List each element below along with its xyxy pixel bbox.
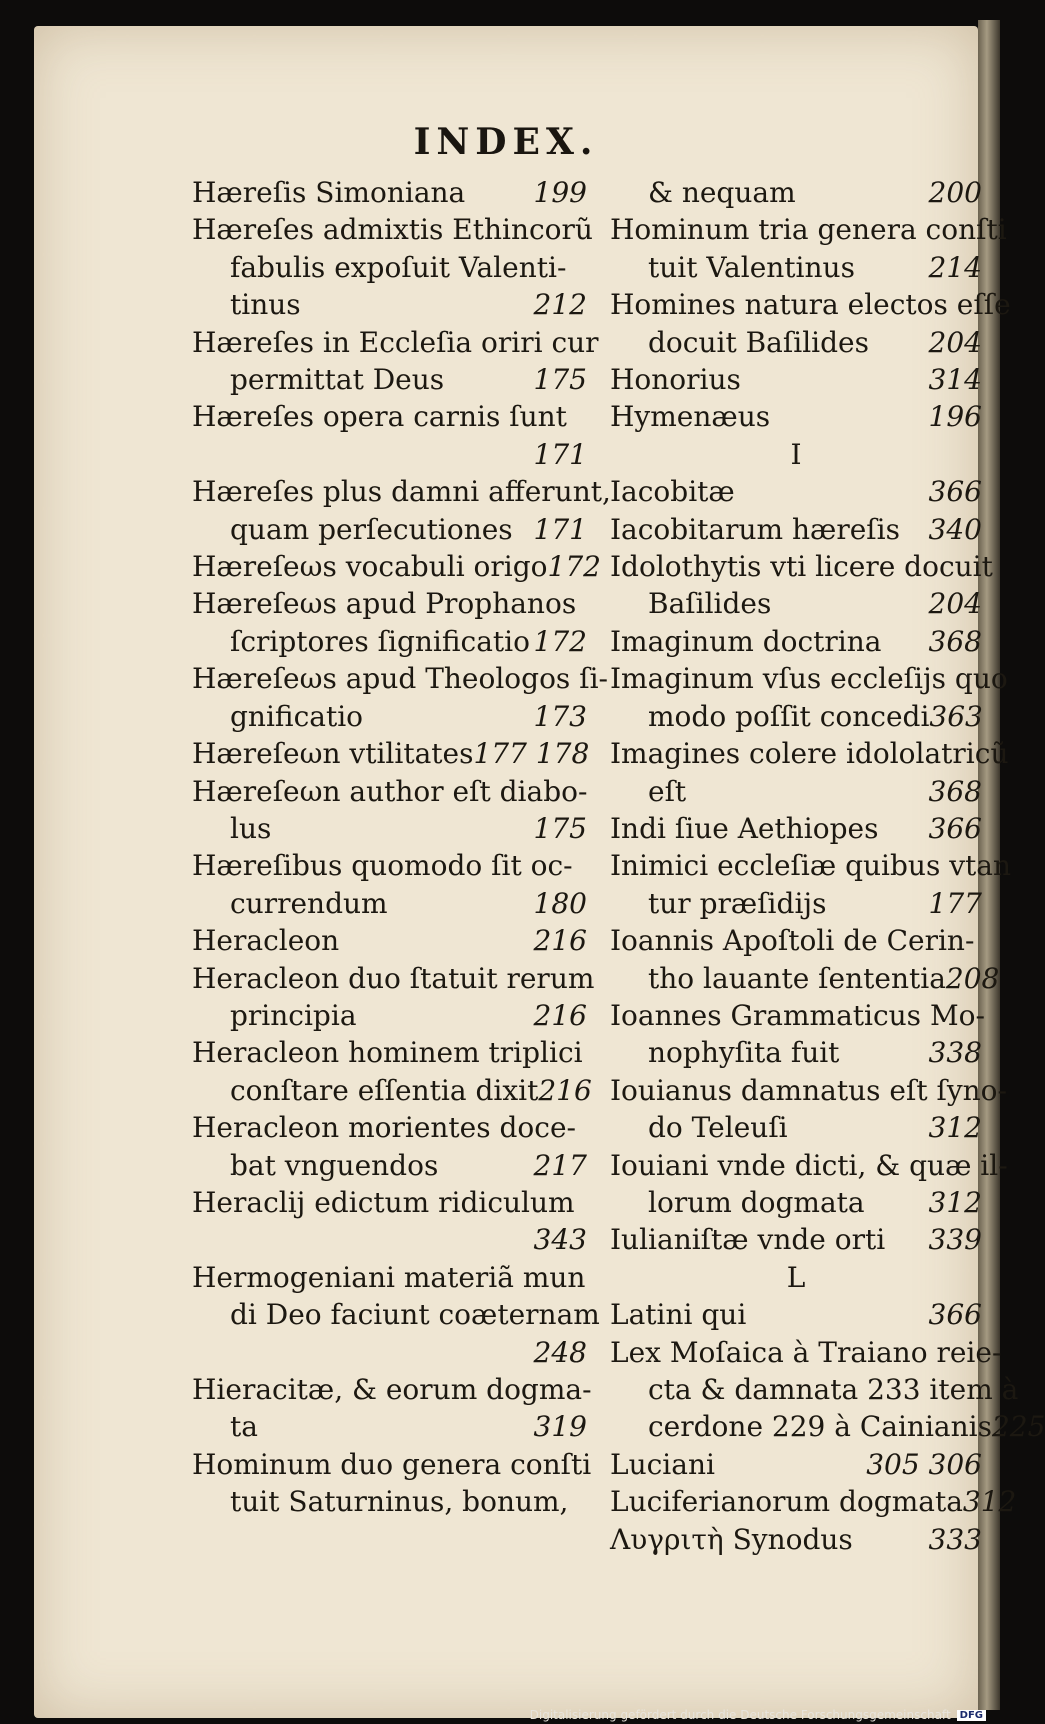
entry-text: principia <box>230 998 357 1032</box>
entry-page-number: 333 <box>928 1522 982 1556</box>
entry-text: Ioannis Apoſtoli de Cerin- <box>610 924 975 958</box>
index-entry <box>610 1483 1017 1520</box>
entry-page-number: 175 <box>533 811 587 845</box>
entry-text: Hermogeniani materiã mun <box>192 1260 586 1294</box>
entry-text: Inimici eccleſiæ quibus vtan <box>610 849 1012 883</box>
index-entry <box>610 810 982 847</box>
entry-page-number: 312 <box>928 1185 982 1219</box>
entry-page-number: 177 <box>928 886 982 920</box>
entry-text: tuit Valentinus <box>648 250 855 284</box>
entry-page-number: 340 <box>928 512 982 546</box>
index-entry <box>610 211 1007 248</box>
entry-text: Hæreſes opera carnis ſunt <box>192 400 567 434</box>
index-entry <box>192 1446 592 1483</box>
entry-text: do Teleuſi <box>648 1111 788 1145</box>
entry-page-number: 216 <box>533 998 587 1032</box>
entry-text: Hæreſeωn author eſt diabo- <box>192 774 588 808</box>
index-entry <box>610 1109 982 1146</box>
entry-text: tuit Saturninus, bonum, <box>230 1485 569 1519</box>
entry-text: di Deo faciunt coæternam <box>230 1298 600 1332</box>
index-entry <box>192 286 587 323</box>
dfg-logo: DFG <box>957 1710 986 1721</box>
index-column-right <box>610 174 1045 1558</box>
entry-page-number: 172 <box>533 624 587 658</box>
index-entry <box>610 735 1009 772</box>
entry-text: permittat Deus <box>230 363 445 397</box>
entry-page-number: 204 <box>928 587 982 621</box>
index-entry <box>610 1296 982 1333</box>
entry-text: ſcriptores ſignificatio <box>230 624 530 658</box>
index-entry <box>610 1221 982 1258</box>
index-entry <box>192 436 587 473</box>
index-entry <box>192 1259 587 1296</box>
index-entry <box>610 398 982 435</box>
entry-text: Heraclij edictum ridiculum <box>192 1185 575 1219</box>
index-entry <box>610 847 1012 884</box>
index-entry <box>192 585 587 622</box>
index-entry <box>610 1072 1008 1109</box>
entry-page-number: 214 <box>928 250 982 284</box>
entry-page-number: 312 <box>928 1111 982 1145</box>
index-entry <box>192 324 599 361</box>
entry-page-number: 199 <box>533 176 587 209</box>
index-entry <box>610 548 993 585</box>
digitization-footer <box>530 1708 986 1722</box>
index-entry <box>610 286 1011 323</box>
index-entry <box>192 1109 587 1146</box>
entry-text: Hominum duo genera conſti <box>192 1447 592 1481</box>
entry-text: Λυγριτὴ Synodus <box>610 1522 853 1556</box>
index-entry <box>192 997 587 1034</box>
entry-text: Luciani <box>610 1447 715 1481</box>
entry-text: Ioannes Grammaticus Mo- <box>610 998 985 1032</box>
entry-text: bat vnguendos <box>230 1148 439 1182</box>
entry-page-number: 208 <box>945 961 1000 995</box>
entry-text: Luciferianorum dogmata <box>610 1485 963 1519</box>
entry-text: Heracleon hominem triplici <box>192 1036 583 1070</box>
entry-text: Hæreſis Simoniana <box>192 176 466 209</box>
index-entry <box>610 1147 1008 1184</box>
index-entry <box>610 997 985 1034</box>
index-entry <box>610 773 982 810</box>
entry-page-number: 366 <box>928 475 982 509</box>
index-entry <box>192 249 587 286</box>
book-page <box>34 26 1045 1718</box>
entry-text: fabulis expoſuit Valenti- <box>230 250 567 284</box>
index-entry <box>610 698 982 735</box>
entry-text: Hæreſeωn vtilitates <box>192 737 474 771</box>
entry-page-number: 305 306 <box>866 1447 982 1481</box>
index-entry <box>610 511 982 548</box>
entry-text: cerdone 229 à Cainianis <box>648 1410 992 1444</box>
entry-text: Iouiani vnde dicti, & quæ il- <box>610 1148 1008 1182</box>
index-entry <box>192 548 601 585</box>
entry-text: Heracleon duo ſtatuit rerum <box>192 961 595 995</box>
index-entry <box>192 1408 587 1445</box>
entry-text: Iacobitæ <box>610 475 735 509</box>
entry-text: Hæreſes admixtis Ethincorũ <box>192 213 593 247</box>
entry-text: conſtare eſſentia dixit <box>230 1073 539 1107</box>
index-entry <box>610 1408 1045 1445</box>
entry-text: Heracleon morientes doce- <box>192 1111 577 1145</box>
entry-text: Iacobitarum hæreſis <box>610 512 900 546</box>
index-entry <box>610 436 982 473</box>
entry-text: currendum <box>230 886 388 920</box>
index-entry <box>192 1034 587 1071</box>
index-entry <box>610 1371 1019 1408</box>
entry-page-number: 172 <box>547 550 601 584</box>
entry-page-number: 204 <box>928 325 982 359</box>
index-entry <box>610 174 982 211</box>
index-entry <box>192 847 587 884</box>
entry-text: Baſilides <box>648 587 772 621</box>
index-entry <box>192 511 587 548</box>
index-entry <box>610 660 1008 697</box>
entry-text: Iouianus damnatus eſt ſyno- <box>610 1073 1008 1107</box>
index-entry <box>610 885 982 922</box>
index-entry <box>192 735 590 772</box>
index-entry <box>192 174 587 211</box>
index-entry <box>610 324 982 361</box>
entry-text: cta & damnata 233 item à <box>648 1373 1019 1406</box>
entry-text: L <box>786 1260 806 1294</box>
entry-text: Heracleon <box>192 924 340 958</box>
entry-text: Imaginum doctrina <box>610 624 882 658</box>
entry-text: Imagines colere idololatricũ <box>610 737 1009 771</box>
index-entry <box>192 1296 600 1333</box>
entry-text: Hæreſibus quomodo ſit oc- <box>192 849 573 883</box>
entry-page-number: 173 <box>533 699 587 733</box>
entry-text: nophyſita fuit <box>648 1036 840 1070</box>
index-entry <box>192 660 608 697</box>
entry-page-number: 368 <box>928 774 982 808</box>
index-entry <box>610 1446 982 1483</box>
index-entry <box>610 1259 982 1296</box>
index-entry <box>192 1371 592 1408</box>
entry-page-number: 212 <box>533 288 587 322</box>
entry-text: Indi ſiue Aethiopes <box>610 811 879 845</box>
entry-page-number: 175 <box>533 363 587 397</box>
entry-text: modo poſſit concedi <box>648 699 930 733</box>
index-entry <box>192 1072 592 1109</box>
entry-page-number: 248 <box>533 1335 587 1369</box>
entry-page-number: 368 <box>928 624 982 658</box>
index-entry <box>610 585 982 622</box>
index-entry <box>192 922 587 959</box>
index-entry <box>610 960 1000 997</box>
index-entry <box>192 773 587 810</box>
entry-text: ta <box>230 1410 258 1444</box>
entry-page-number: 339 <box>928 1223 982 1257</box>
index-entry <box>192 398 587 435</box>
entry-page-number: 217 <box>533 1148 587 1182</box>
index-entry <box>610 1334 1002 1371</box>
index-entry <box>192 885 587 922</box>
index-entry <box>610 1521 982 1558</box>
entry-page-number: 200 <box>928 176 982 209</box>
entry-page-number: 366 <box>928 1298 982 1332</box>
index-entry <box>610 249 982 286</box>
index-entry <box>192 1221 587 1258</box>
entry-text: quam perſecutiones <box>230 512 513 546</box>
entry-text: tinus <box>230 288 301 322</box>
entry-text: gnificatio <box>230 699 364 733</box>
footer-text: Digitalisierung gefördert durch die Deutsche Forschungsgemeinschaft <box>529 1708 951 1722</box>
entry-page-number: 171 <box>533 512 587 546</box>
index-entry <box>192 1334 587 1371</box>
page-header: INDEX. <box>413 121 599 163</box>
entry-text: Hieracitæ, & eorum dogma- <box>192 1373 592 1406</box>
entry-text: Hominum tria genera conſti <box>610 213 1007 247</box>
index-entry <box>610 1034 982 1071</box>
entry-text: Honorius <box>610 363 741 397</box>
index-entry <box>192 361 587 398</box>
entry-text: Hæreſeωs apud Theologos ſi- <box>192 662 608 696</box>
index-entry <box>192 1147 587 1184</box>
entry-page-number: 314 <box>928 363 982 397</box>
entry-text: lus <box>230 811 272 845</box>
index-entry <box>610 1184 982 1221</box>
entry-page-number: 196 <box>928 400 982 434</box>
index-entry <box>192 623 587 660</box>
entry-text: Hæreſes in Eccleſia oriri cur <box>192 325 599 359</box>
index-entry <box>192 1184 587 1221</box>
entry-text: Iulianiſtæ vnde orti <box>610 1223 886 1257</box>
entry-text: tur præſidijs <box>648 886 827 920</box>
entry-text: Idolothytis vti licere docuit <box>610 550 993 584</box>
entry-page-number: 319 <box>533 1410 587 1444</box>
entry-text: Homines natura electos eſſe <box>610 288 1011 322</box>
entry-text: docuit Baſilides <box>648 325 869 359</box>
entry-text: Hæreſeωs vocabuli origo <box>192 550 548 584</box>
entry-text: Latini qui <box>610 1298 747 1332</box>
entry-text: tho lauante ſententia <box>648 961 946 995</box>
entry-page-number: 216 <box>538 1073 592 1107</box>
entry-text: Hæreſeωs apud Prophanos <box>192 587 577 621</box>
index-entry <box>610 623 982 660</box>
entry-page-number: 363 <box>929 699 983 733</box>
index-entry <box>192 473 611 510</box>
entry-text: I <box>790 437 802 471</box>
index-entry <box>192 211 593 248</box>
entry-page-number: 338 <box>928 1036 982 1070</box>
entry-page-number: 171 <box>533 437 587 471</box>
entry-page-number: 177 178 <box>473 737 590 771</box>
entry-page-number: 312 <box>962 1485 1017 1519</box>
entry-page-number: 216 <box>533 924 587 958</box>
entry-page-number: 225 <box>991 1410 1045 1444</box>
entry-text: Lex Moſaica à Traiano reie- <box>610 1335 1002 1369</box>
entry-text: & nequam <box>648 176 796 209</box>
entry-text: lorum dogmata <box>648 1185 865 1219</box>
entry-text: Hymenæus <box>610 400 771 434</box>
entry-page-number: 343 <box>533 1223 587 1257</box>
entry-page-number: 366 <box>928 811 982 845</box>
entry-text: Imaginum vſus eccleſijs quo <box>610 662 1008 696</box>
index-entry <box>192 960 595 997</box>
entry-text: eſt <box>648 774 687 808</box>
index-entry <box>610 473 982 510</box>
entry-text: Hæreſes plus damni afferunt, <box>192 475 611 509</box>
index-column-left <box>192 174 611 1521</box>
entry-page-number: 180 <box>533 886 587 920</box>
index-entry <box>610 922 982 959</box>
index-entry <box>192 1483 587 1520</box>
index-entry <box>192 810 587 847</box>
index-entry <box>610 361 982 398</box>
index-entry <box>192 698 587 735</box>
